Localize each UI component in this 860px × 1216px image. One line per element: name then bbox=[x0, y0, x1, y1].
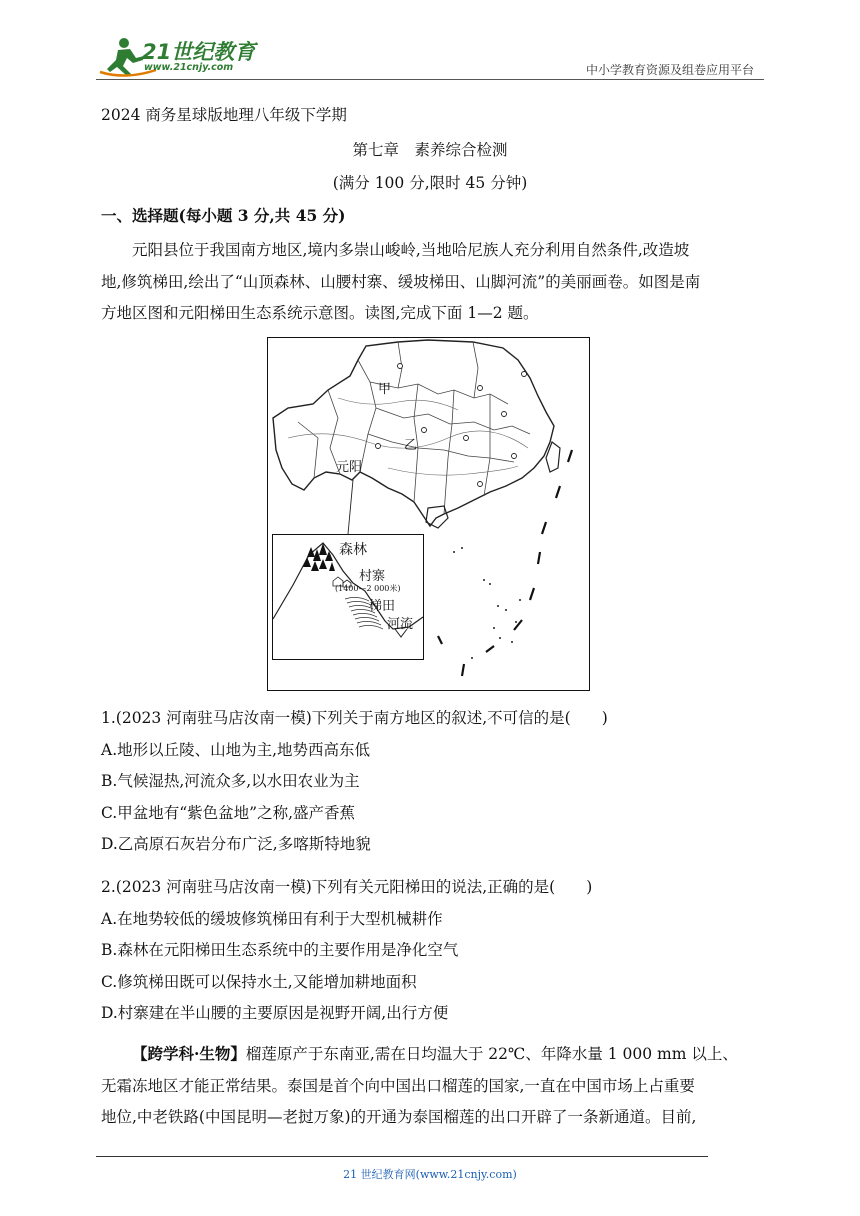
inset-label-forest: 森林 bbox=[339, 542, 367, 558]
logo-text: 21世纪教育 bbox=[142, 40, 256, 64]
south-region-map-figure bbox=[267, 337, 590, 691]
subject-tag: 【跨学科·生物】 bbox=[132, 1044, 246, 1063]
footer-link[interactable]: 21 世纪教育网(www.21cnjy.com) bbox=[343, 1168, 517, 1181]
option-b: B.森林在元阳梯田生态系统中的主要作用是净化空气 bbox=[101, 941, 459, 959]
question-stem: 2.(2023 河南驻马店汝南一模)下列有关元阳梯田的说法,正确的是( ) bbox=[101, 878, 593, 896]
option-a: A.在地势较低的缓坡修筑梯田有利于大型机械耕作 bbox=[101, 909, 443, 928]
intro-line: 元阳县位于我国南方地区,境内多崇山峻岭,当地哈尼族人充分利用自然条件,改造坡 bbox=[132, 241, 690, 259]
intro-line: 方地区图和元阳梯田生态系统示意图。读图,完成下面 1—2 题。 bbox=[101, 304, 539, 322]
label-yi: 乙 bbox=[404, 438, 418, 453]
platform-slogan: 中小学教育资源及组卷应用平台 bbox=[585, 63, 754, 77]
section-heading: 一、选择题(每小题 3 分,共 45 分) bbox=[101, 206, 346, 225]
option-d: D.村寨建在半山腰的主要原因是视野开阔,出行方便 bbox=[101, 1004, 449, 1022]
footer-divider bbox=[96, 1156, 708, 1157]
inset-label-altitude: (1400—2 000米) bbox=[335, 584, 401, 593]
option-c: C.甲盆地有“紫色盆地”之称,盛产香蕉 bbox=[101, 803, 356, 822]
label-jia: 甲 bbox=[378, 382, 392, 397]
question-stem: 1.(2023 河南驻马店汝南一模)下列关于南方地区的叙述,不可信的是( ) bbox=[101, 709, 608, 727]
passage-line: 无霜冻地区才能正常结果。泰国是首个向中国出口榴莲的国家,一直在中国市场上占重要 bbox=[101, 1076, 695, 1095]
option-b: B.气候湿热,河流众多,以水田农业为主 bbox=[101, 772, 360, 790]
passage-line: 地位,中老铁路(中国昆明—老挝万象)的开通为泰国榴莲的出口开辟了一条新通道。目前, bbox=[101, 1108, 697, 1126]
series-title: 2024 商务星球版地理八年级下学期 bbox=[101, 106, 347, 124]
site-logo bbox=[96, 36, 266, 78]
inset-label-terrace: 梯田 bbox=[369, 599, 396, 614]
intro-line: 地,修筑梯田,绘出了“山顶森林、山腰村寨、缓坡梯田、山脚河流”的美丽画卷。如图是南 bbox=[101, 272, 701, 291]
option-a: A.地形以丘陵、山地为主,地势西高东低 bbox=[101, 740, 371, 759]
durian-passage bbox=[101, 1038, 761, 1134]
inset-label-village: 村寨 bbox=[359, 569, 386, 584]
passage-line: 榴莲原产于东南亚,需在日均温大于 22℃、年降水量 1 000 mm 以上、 bbox=[245, 1045, 738, 1063]
option-d: D.乙高原石灰岩分布广泛,多喀斯特地貌 bbox=[101, 835, 371, 853]
question-2 bbox=[101, 872, 761, 1030]
label-yuanyang: 元阳 bbox=[336, 460, 363, 475]
question-1 bbox=[101, 703, 761, 861]
chapter-title: 第七章 素养综合检测 bbox=[352, 141, 508, 159]
option-c: C.修筑梯田既可以保持水土,又能增加耕地面积 bbox=[101, 972, 417, 991]
logo-url: www.21cnjy.com bbox=[144, 62, 234, 73]
terrace-ecosystem-inset bbox=[272, 534, 424, 660]
page-header bbox=[96, 32, 764, 80]
header-divider bbox=[96, 79, 764, 80]
intro-paragraph bbox=[101, 235, 761, 330]
inset-label-river: 河流 bbox=[387, 617, 414, 632]
exam-info: (满分 100 分,限时 45 分钟) bbox=[332, 174, 528, 192]
